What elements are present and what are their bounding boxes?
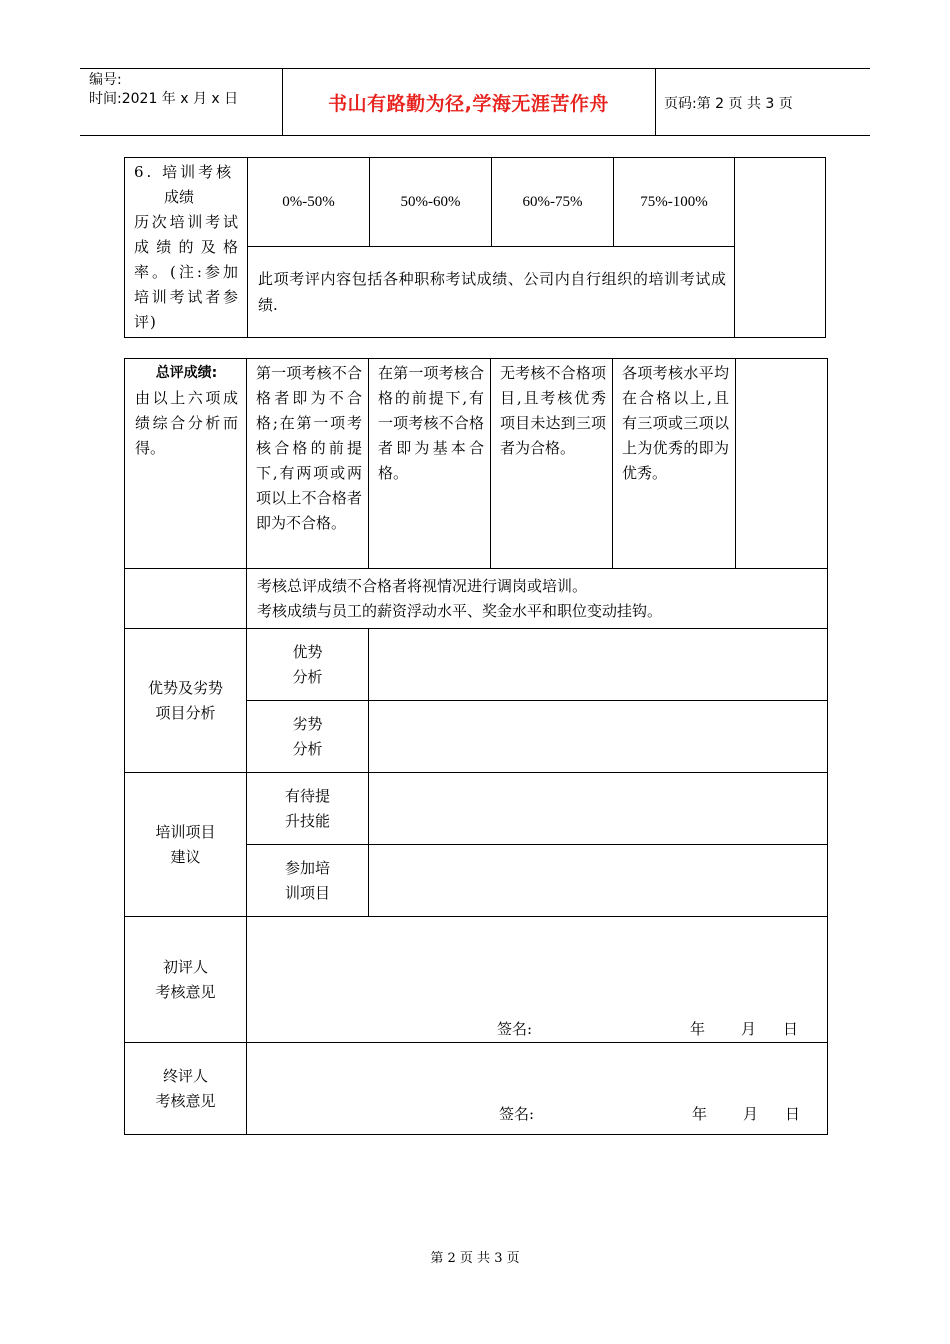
- weakness-label-line: 分析: [292, 739, 323, 758]
- skill-label-line: 有待提: [284, 786, 330, 805]
- final-sign-label: 签名:: [499, 1105, 535, 1123]
- time-label: 时间:2021 年 x 月 x 日: [89, 91, 239, 107]
- header-page-info: 页码:第 2 页 共 3 页: [664, 96, 793, 112]
- overall-title: 总评成绩:: [155, 365, 218, 381]
- skill-input[interactable]: [369, 773, 828, 845]
- analysis-label-line: 优势及劣势: [147, 678, 223, 697]
- criteria-basic-pass: 在第一项考核合格的前提下,有一项考核不合格者即为基本合格。: [369, 359, 491, 569]
- analysis-label: [125, 629, 247, 773]
- first-month-label: 月: [741, 1020, 757, 1038]
- overall-score-cell[interactable]: [736, 359, 828, 569]
- rule-line: 考核总评成绩不合格者将视情况进行调岗或培训。: [257, 576, 588, 595]
- weakness-label-line: 劣势: [292, 714, 323, 733]
- header-meta: [89, 71, 238, 109]
- range-cell: 50%-60%: [370, 158, 492, 247]
- weakness-label: [247, 701, 369, 773]
- project-input[interactable]: [369, 845, 828, 917]
- strength-input[interactable]: [369, 629, 828, 701]
- project-label-line: 训项目: [284, 883, 330, 902]
- final-year-label: 年: [692, 1105, 708, 1123]
- training-row-subtitle: 成绩: [164, 188, 195, 206]
- training-row-label: [125, 158, 248, 338]
- range-cell: 0%-50%: [248, 158, 370, 247]
- overall-label: [125, 359, 247, 569]
- rule-line: 考核成绩与员工的薪资浮动水平、奖金水平和职位变动挂钩。: [257, 601, 663, 620]
- training-row-title: 6. 培训考核: [134, 163, 235, 181]
- overall-desc: 由以上六项成绩综合分析而得。: [135, 389, 238, 457]
- strength-label-line: 分析: [292, 667, 323, 686]
- serial-label: 编号:: [89, 72, 122, 88]
- overall-evaluation-table: [124, 358, 828, 1135]
- final-month-label: 月: [743, 1105, 759, 1123]
- training-suggestion-label: [125, 773, 247, 917]
- training-note: 此项考评内容包括各种职称考试成绩、公司内自行组织的培训考试成绩.: [248, 247, 735, 338]
- project-label-line: 参加培: [284, 858, 330, 877]
- criteria-excellent: 各项考核水平均在合格以上,且有三项或三项以上为优秀的即为优秀。: [613, 359, 736, 569]
- page-footer: 第 2 页 共 3 页: [430, 1251, 520, 1266]
- training-score-table: [124, 157, 826, 338]
- training-row-desc: 历次培训考试成绩的及格率。(注:参加培训考试者参评): [134, 213, 239, 331]
- first-review-label-line: 考核意见: [155, 982, 216, 1001]
- final-review-label-line: 考核意见: [155, 1091, 216, 1110]
- skill-label-line: 升技能: [284, 811, 330, 830]
- strength-label: [247, 629, 369, 701]
- final-review-label: [125, 1043, 247, 1135]
- header-motto: 书山有路勤为径,学海无涯苦作舟: [328, 92, 609, 115]
- final-day-label: 日: [785, 1105, 801, 1123]
- first-day-label: 日: [783, 1020, 799, 1038]
- final-review-input[interactable]: [247, 1043, 828, 1135]
- header-divider-right: [655, 68, 656, 136]
- project-label: [247, 845, 369, 917]
- skill-label: [247, 773, 369, 845]
- overall-rules: [247, 569, 828, 629]
- strength-label-line: 优势: [292, 642, 323, 661]
- first-review-input[interactable]: [247, 917, 828, 1043]
- range-cell: 75%-100%: [614, 158, 735, 247]
- analysis-label-line: 项目分析: [155, 703, 216, 722]
- range-cell: 60%-75%: [492, 158, 614, 247]
- score-cell[interactable]: [735, 158, 826, 338]
- criteria-pass: 无考核不合格项目,且考核优秀项目未达到三项者为合格。: [491, 359, 613, 569]
- blank-cell: [125, 569, 247, 629]
- weakness-input[interactable]: [369, 701, 828, 773]
- final-review-label-line: 终评人: [162, 1066, 208, 1085]
- training-label-line: 建议: [170, 847, 201, 866]
- criteria-fail: 第一项考核不合格者即为不合格;在第一项考核合格的前提下,有两项或两项以上不合格者即为不合格。: [247, 359, 369, 569]
- first-sign-label: 签名:: [497, 1020, 533, 1038]
- first-review-label-line: 初评人: [162, 957, 208, 976]
- training-label-line: 培训项目: [155, 822, 216, 841]
- first-review-label: [125, 917, 247, 1043]
- first-year-label: 年: [690, 1020, 706, 1038]
